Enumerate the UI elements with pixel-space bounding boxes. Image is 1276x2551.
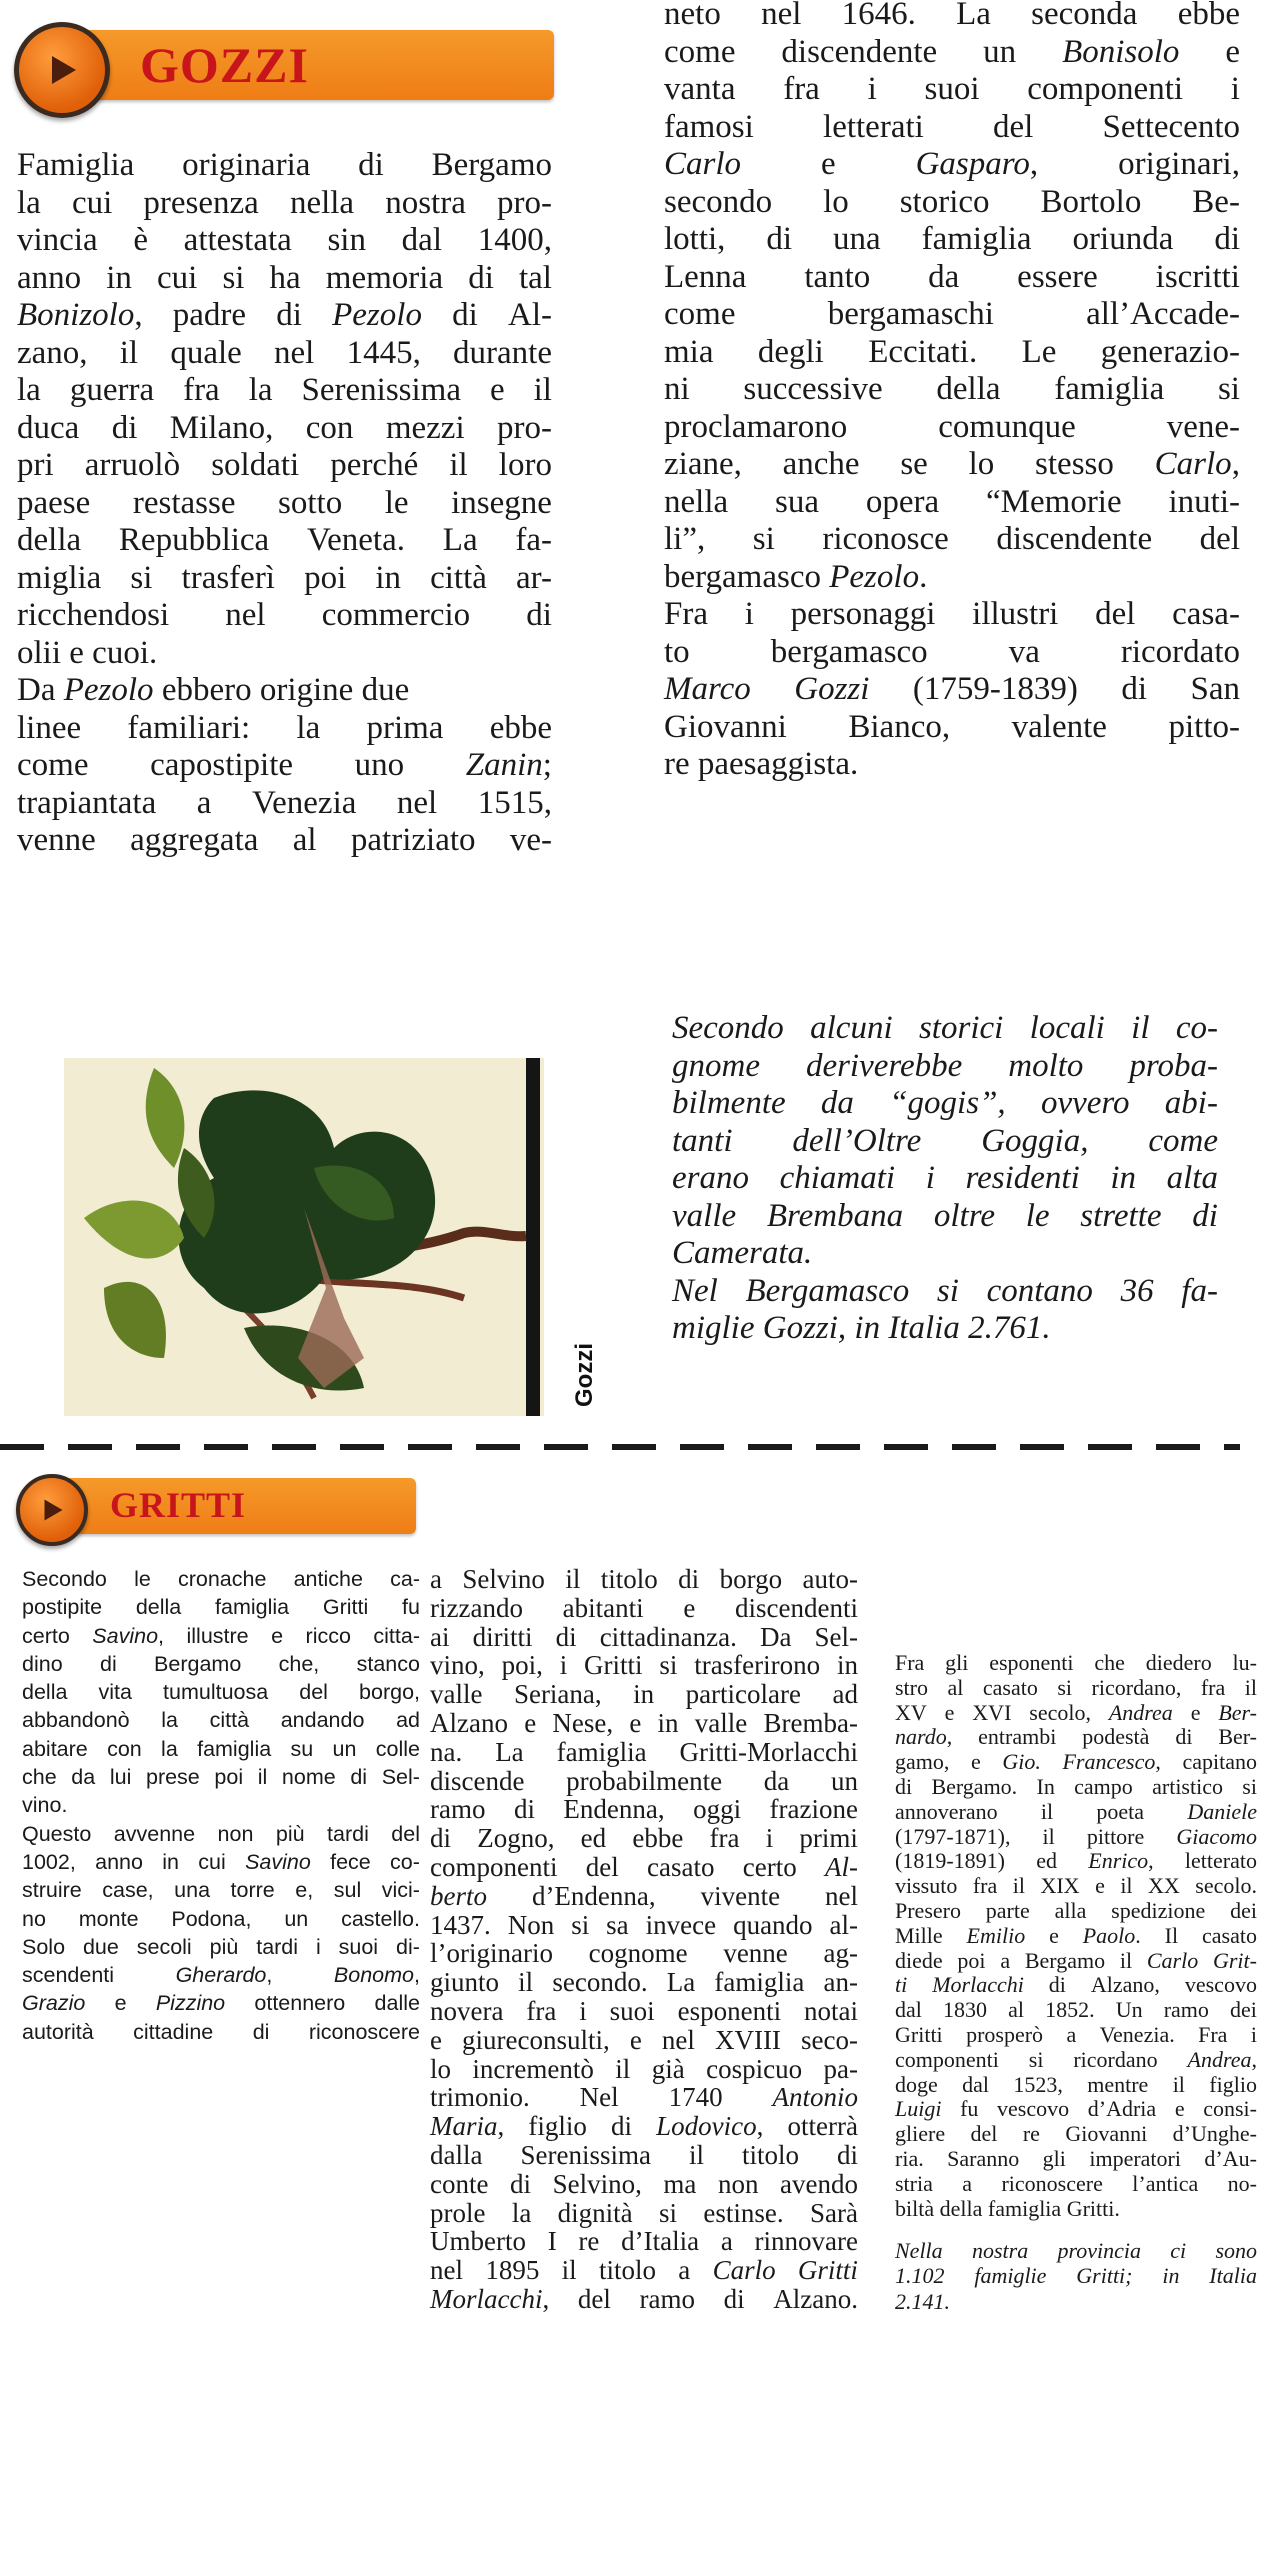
text-line: 1.102 famiglie Gritti; in Italia: [895, 2263, 1257, 2289]
text-line: tanti dell’Oltre Goggia, come: [672, 1122, 1218, 1159]
play-arrow-icon: [16, 1474, 88, 1546]
text-line: ai diritti di cittadinanza. Da Sel-: [430, 1621, 858, 1652]
text-line: Camerata.: [672, 1235, 813, 1271]
image-caption: Gozzi: [571, 1343, 598, 1407]
text-line: Luigi fu vescovo d’Adria e consi-: [895, 2096, 1257, 2122]
plant-illustration: [64, 1058, 544, 1416]
text-line: autorità cittadine di riconoscere: [22, 2019, 420, 2044]
text-line: Alzano e Nese, e in valle Brembа-: [430, 1707, 858, 1738]
text-line: discende probabilmente da un: [430, 1765, 858, 1796]
text-line: stro al casato si ricordano, fra il: [895, 1674, 1257, 1700]
text-line: re paesaggista.: [664, 746, 859, 782]
text-line: Fra gli esponenti che diedero lu-: [895, 1650, 1257, 1675]
gritti-header: [16, 1470, 416, 1546]
text-line: pri arruolò soldati perché il loro: [17, 447, 552, 483]
text-line: l’originario cognome venne ag-: [430, 1938, 858, 1969]
text-line: gnome deriverebbe molto proba-: [672, 1047, 1218, 1084]
text-line: scendenti Gherardo, Bonomo,: [22, 1963, 420, 1988]
play-arrow-icon: [14, 22, 110, 118]
text-line: Questo avvenne non più tardi del: [22, 1821, 420, 1846]
text-line: ti Morlacchi di Alzano, vescovo: [895, 1972, 1257, 1998]
text-line: Solo due secoli più tardi i suoi di-: [22, 1934, 420, 1959]
gritti-column-3: [895, 1651, 1257, 2221]
text-line: gliere del re Giovanni d’Unghe-: [895, 2121, 1257, 2147]
text-line: vino.: [22, 1793, 68, 1818]
text-line: neto nel 1646. La seconda ebbe: [664, 0, 1240, 32]
gritti-note: [895, 2238, 1257, 2314]
text-line: secondo lo storico Bortolo Be-: [664, 183, 1240, 220]
gozzi-note: [672, 1010, 1218, 1348]
text-line: che da lui prese poi il nome di Sel-: [22, 1765, 420, 1790]
text-line: Carlo e Gasparo, originari,: [664, 146, 1240, 182]
text-line: Nella nostra provincia ci sono: [895, 2238, 1257, 2263]
text-line: Morlacchi, del ramo di Alzano.: [430, 2283, 858, 2314]
text-line: ni successive della famiglia si: [664, 371, 1240, 407]
text-line: la cui presenza nella nostra pro-: [17, 184, 552, 221]
text-line: la guerra fra la Serenissima e il: [17, 372, 552, 408]
section-title: GOZZI: [140, 37, 309, 93]
text-line: to bergamasco va ricordato: [664, 633, 1240, 670]
text-line: prole la dignità si estinse. Sarà: [430, 2197, 858, 2228]
text-line: ramo di Endenna, oggi frazione: [430, 1794, 858, 1825]
text-line: (1797-1871), il pittore Giacomo: [895, 1823, 1257, 1849]
text-line: venne aggregata al patriziato ve-: [17, 822, 552, 858]
text-line: postipite della famiglia Gritti fu: [22, 1595, 420, 1620]
text-line: miglie Gozzi, in Italia 2.761.: [672, 1310, 1051, 1346]
text-line: bergamasco Pezolo.: [664, 558, 928, 595]
text-line: dal 1830 al 1852. Un ramo dei: [895, 1997, 1257, 2023]
text-line: di Zogno, ed ebbe fra i primi: [430, 1823, 858, 1854]
text-line: olii e cuoi.: [17, 634, 158, 671]
text-line: Fra i personaggi illustri del casa-: [664, 596, 1240, 632]
text-line: li”, si riconosce discendente del: [664, 521, 1240, 557]
text-line: ria. Saranno gli imperatori d’Au-: [895, 2145, 1257, 2171]
text-line: Umberto I re d’Italia a rinnovare: [430, 2226, 858, 2257]
text-line: di Bergamo. In campo artistico si: [895, 1773, 1257, 1799]
text-line: trimonio. Nel 1740 Antonio: [430, 2082, 858, 2113]
text-line: valle Seriana, in particolare ad: [430, 1679, 858, 1710]
text-line: lo incrementò il già cospicuo pa-: [430, 2053, 858, 2084]
text-line: componenti del casato certo Al-: [430, 1851, 858, 1882]
text-line: dino di Bergamo che, stanco: [22, 1651, 420, 1676]
text-line: Grazio e Pizzino ottennero dalle: [22, 1991, 420, 2016]
text-line: dalla Serenissima il titolo di: [430, 2139, 858, 2170]
text-line: XV e XVI secolo, Andrea e Ber-: [895, 1699, 1257, 1725]
text-line: duca di Milano, con mezzi pro-: [17, 409, 552, 446]
text-line: vanta fra i suoi componenti i: [664, 71, 1240, 107]
text-line: nella sua opera “Memorie inuti-: [664, 483, 1240, 520]
text-line: Presero parte alla spedizione dei: [895, 1897, 1257, 1923]
text-line: nardo, entrambi podestà di Ber-: [895, 1724, 1257, 1750]
text-line: ricchendosi nel commercio di: [17, 597, 552, 633]
text-line: erano chiamati i residenti in alta: [672, 1160, 1218, 1196]
text-line: linee familiari: la prima ebbe: [17, 709, 552, 746]
text-line: Secondo alcuni storici locali il co-: [672, 1010, 1218, 1046]
text-line: rizzando abitanti e discendenti: [430, 1592, 858, 1623]
text-line: della vita tumultuosa del borgo,: [22, 1680, 420, 1705]
text-line: trapiantata a Venezia nel 1515,: [17, 784, 552, 821]
text-line: vissuto fra il XIX e il XX secolo.: [895, 1873, 1257, 1899]
text-line: vino, poi, i Gritti si trasferirono in: [430, 1650, 858, 1681]
text-line: a Selvino il titolo di borgo auto-: [430, 1564, 858, 1594]
text-line: Marco Gozzi (1759-1839) di San: [664, 671, 1240, 707]
text-line: Gritti prosperò a Venezia. Fra i: [895, 2021, 1257, 2047]
gozzi-column-1: [17, 147, 552, 860]
text-line: come capostipite uno Zanin;: [17, 747, 552, 783]
text-line: Famiglia originaria di Bergamo: [17, 147, 552, 183]
text-line: zano, il quale nel 1445, durante: [17, 334, 552, 371]
gozzi-header: [14, 14, 554, 114]
text-line: bilmente da “gogis”, ovvero abi-: [672, 1085, 1218, 1121]
text-line: na. La famiglia Gritti-Morlacchi: [430, 1736, 858, 1767]
text-line: lotti, di una famiglia oriunda di: [664, 221, 1240, 257]
text-line: Giovanni Bianco, valente pitto-: [664, 708, 1240, 745]
text-line: annoverano il poeta Daniele: [895, 1798, 1257, 1824]
section-divider: [0, 1444, 1240, 1450]
gritti-column-2: [430, 1565, 858, 2314]
text-line: Da Pezolo ebbero origine due: [17, 672, 410, 708]
section-title: GRITTI: [110, 1485, 247, 1525]
text-line: abitare con la famiglia su un colle: [22, 1736, 420, 1761]
text-line: biltà della famiglia Gritti.: [895, 2195, 1120, 2221]
text-line: come discendente un Bonisolo e: [664, 33, 1240, 70]
text-line: valle Brembana oltre le strette di: [672, 1197, 1218, 1234]
text-line: della Repubblica Veneta. La fa-: [17, 522, 552, 558]
text-line: certo Savino, illustre e ricco citta-: [22, 1623, 420, 1648]
text-line: abbandonò la città andando ad: [22, 1708, 420, 1733]
text-line: conte di Selvino, ma non avendo: [430, 2168, 858, 2199]
text-line: berto d’Endenna, vivente nel: [430, 1880, 858, 1911]
text-line: ziane, anche se lo stesso Carlo,: [664, 446, 1240, 482]
text-line: vincia è attestata sin dal 1400,: [17, 222, 552, 258]
text-line: stria a riconoscere l’antica no-: [895, 2170, 1257, 2196]
text-line: Secondo le cronache antiche ca-: [22, 1567, 420, 1591]
text-line: anno in cui si ha memoria di tal: [17, 259, 552, 296]
text-line: famosi letterati del Settecento: [664, 108, 1240, 145]
text-line: gamo, e Gio. Francesco, capitano: [895, 1749, 1257, 1775]
text-line: Mille Emilio e Paolo. Il casato: [895, 1922, 1257, 1948]
text-line: no monte Podona, un castello.: [22, 1906, 420, 1931]
text-line: 1437. Non si sa invece quando al-: [430, 1909, 858, 1940]
text-line: componenti si ricordano Andrea,: [895, 2046, 1257, 2072]
text-line: doge dal 1523, mentre il figlio: [895, 2071, 1257, 2097]
text-line: paese restasse sotto le insegne: [17, 484, 552, 521]
text-line: novera fra i suoi esponenti notai: [430, 1995, 858, 2026]
text-line: Bonizolo, padre di Pezolo di Al-: [17, 297, 552, 333]
text-line: diede poi a Bergamo il Carlo Grit-: [895, 1947, 1257, 1973]
text-line: giunto il secondo. La famiglia an-: [430, 1967, 858, 1998]
gozzi-column-2: [664, 0, 1240, 784]
gritti-column-1: [22, 1565, 420, 2046]
text-line: Maria, figlio di Lodovico, otterrà: [430, 2111, 858, 2142]
text-line: Nel Bergamasco si contano 36 fa-: [672, 1272, 1218, 1309]
text-line: Lenna tanto da essere iscritti: [664, 258, 1240, 295]
text-line: come bergamaschi all’Accade-: [664, 296, 1240, 332]
text-line: mia degli Eccitati. Le generazio-: [664, 333, 1240, 370]
text-line: 2.141.: [895, 2288, 950, 2314]
text-line: miglia si trasferì poi in città ar-: [17, 559, 552, 596]
text-line: nel 1895 il titolo a Carlo Gritti: [430, 2255, 858, 2286]
text-line: 1002, anno in cui Savino fece co-: [22, 1849, 420, 1874]
text-line: (1819-1891) ed Enrico, letterato: [895, 1848, 1257, 1874]
text-line: struire case, una torre e, sul vici-: [22, 1878, 420, 1903]
text-line: e giureconsulti, e nel XVIII seco-: [430, 2024, 858, 2055]
text-line: proclamarono comunque vene-: [664, 408, 1240, 445]
